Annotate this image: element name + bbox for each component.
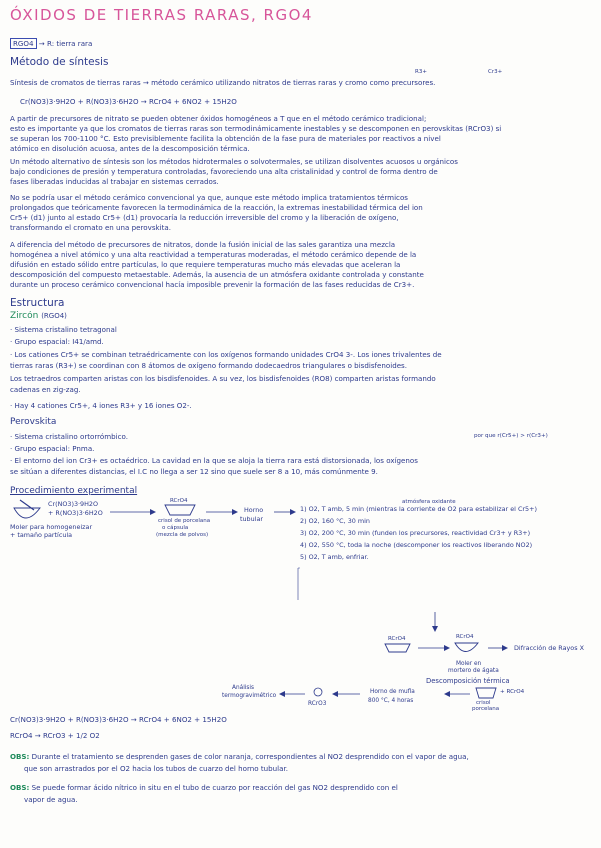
method-p4-l3: difusión en estado sólido entre partículas, lo que requiere temperaturas mucho más elevadas que aceleran la bbox=[10, 260, 401, 269]
method-line1: Síntesis de cromatos de tierras raras → método cerámico utilizando nitratos de tierras raras y cromo como precursores. bbox=[10, 78, 436, 87]
muffle-label2: 800 °C, 4 horas bbox=[368, 698, 414, 704]
step-3: 3) O2, 200 °C, 30 min (funden los precursores, reactividad Cr3+ y R3+) bbox=[300, 529, 531, 537]
obs2-text2: vapor de agua. bbox=[24, 795, 78, 804]
method-p1-l4: atómico en disolución acuosa, antes de la descomposición térmica. bbox=[10, 144, 250, 153]
perovskite-note: por que r(Cr5+) > r(Cr3+) bbox=[474, 433, 548, 439]
method-p4-l4: descomposición del compuesto metaestable. Además, la ausencia de un atmósfera oxidante controlada y constante bbox=[10, 270, 424, 279]
product-label: RCrO4 bbox=[388, 636, 406, 642]
arrow-2-head bbox=[232, 509, 238, 515]
method-p3-l1: No se podría usar el método cerámico convencional ya que, aunque este método implica tratamientos térmicos bbox=[10, 193, 408, 202]
vessel-icon bbox=[314, 688, 322, 696]
arrow-4-head bbox=[444, 645, 450, 651]
crucible-caption3: (mezcla de polvos) bbox=[156, 532, 209, 538]
crucible3-formula: + RCrO4 bbox=[500, 689, 525, 695]
zircon-b2: · Grupo espacial: I41/amd. bbox=[10, 337, 104, 346]
obs1-text2: que son arrastrados por el O2 hacia los tubos de cuarzo del horno tubular. bbox=[24, 764, 288, 773]
analysis-label1: Análisis bbox=[232, 685, 255, 691]
method-p4-l1: A diferencia del método de precursores de nitratos, donde la fusión inicial de las sales garantiza una mezcla bbox=[10, 240, 396, 249]
oven-label1: Horno bbox=[244, 506, 264, 514]
formula-box: RGO4 bbox=[10, 38, 37, 49]
method-p2-l2: bajo condiciones de presión y temperatura controladas, favoreciendo una alta cristalinidad y control de forma dentro de bbox=[10, 167, 438, 176]
mortar-line1: Cr(NO3)3·9H2O bbox=[48, 500, 99, 508]
obs2-label: OBS: bbox=[10, 783, 30, 792]
mortar-line2: + R(NO3)3·6H2O bbox=[48, 509, 103, 517]
crucible3-icon bbox=[476, 688, 496, 698]
perovskite-b1: · Sistema cristalino ortorrómbico. bbox=[10, 432, 129, 441]
method-p2-l1: Un método alternativo de síntesis son los métodos hidrotermales o solvotermales, se utilizan disolventes acuosos u orgánicos bbox=[10, 157, 458, 166]
crucible-caption1: crisol de porcelana bbox=[158, 518, 211, 524]
method-p2-l3: fases liberadas inducidas al trabajar en sistemas cerrados. bbox=[10, 177, 219, 186]
zircon-b7: · Hay 4 cationes Cr5+, 4 iones R3+ y 16 iones O2-. bbox=[10, 401, 192, 410]
zircon-b4: tierras raras (R3+) se coordinan con 8 átomos de oxígeno formando dodecaedros triangulares o bisdisfenoides. bbox=[10, 361, 408, 370]
mortar-caption2: + tamaño partícula bbox=[10, 531, 73, 539]
step-5: 5) O2, T amb, enfriar. bbox=[300, 553, 369, 561]
crucible-icon bbox=[165, 505, 195, 515]
mortar2-icon bbox=[455, 643, 478, 652]
method-p4-l2: homogénea a nivel atómico y una alta reactividad a temperaturas moderadas, el método cerámico depende de la bbox=[10, 250, 417, 259]
superscript-cr: Cr3+ bbox=[488, 69, 503, 75]
pestle-icon bbox=[20, 500, 34, 510]
arrow-1-head bbox=[150, 509, 156, 515]
mortar2-label1: Moler en bbox=[456, 661, 482, 667]
method-heading: Método de síntesis bbox=[10, 56, 109, 68]
perovskite-b4: se sitúan a diferentes distancias, el I.C no llega a ser 12 sino que suele ser 8 a 10, más comúnmente 9. bbox=[10, 467, 378, 476]
perovskite-heading: Perovskita bbox=[10, 417, 57, 427]
step-1: 1) O2, T amb, 5 min (mientras la corriente de O2 para estabilizar el Cr5+) bbox=[300, 505, 537, 513]
zircon-b3: · Los cationes Cr5+ se combinan tetraédricamente con los oxígenos formando unidades CrO4 3-. Los iones trivalentes de bbox=[10, 350, 442, 359]
diffraction-label: Difracción de Rayos X bbox=[514, 644, 584, 652]
arrow-8-head bbox=[279, 691, 285, 697]
obs1-line1 bbox=[10, 752, 595, 761]
method-eq1: Cr(NO3)3·9H2O + R(NO3)3·6H2O → RCrO4 + 6NO2 + 15H2O bbox=[20, 97, 237, 106]
muffle-label1: Horno de mufla bbox=[370, 689, 415, 695]
perovskite-b3: · El entorno del ion Cr3+ es octaédrico. La cavidad en la que se aloja la tierra rara está distorsionada, los oxígenos bbox=[10, 456, 418, 465]
obs2-line1 bbox=[10, 783, 595, 792]
obs1-text1: Durante el tratamiento se desprenden gases de color naranja, correspondientes al NO2 desprendido con el vapor de agua, bbox=[31, 752, 469, 761]
crucible3-label2: porcelana bbox=[472, 706, 500, 712]
mortar-caption1: Moler para homogeneizar bbox=[10, 523, 93, 531]
step-2: 2) O2, 160 °C, 30 min bbox=[300, 517, 370, 525]
zircon-b5: Los tetraedros comparten aristas con los bisdisfenoides. A su vez, los bisdisfenoides (RO8) comparten aristas formando bbox=[10, 374, 436, 383]
method-p3-l2: prolongados que teóricamente favorecen la termodinámica de la reacción, la extremas inestabilidad térmica del ion bbox=[10, 203, 423, 212]
method-p3-l4: transformando el cromato en una perovskita. bbox=[10, 223, 171, 232]
structure-heading: Estructura bbox=[10, 297, 65, 309]
method-p3-l3: Cr5+ (d1) junto al estado Cr5+ (d1) provocaría la reducción irreversible del cromo y la liberación de oxígeno, bbox=[10, 213, 399, 222]
method-p1-l2: esto es importante ya que los cromatos de tierras raras son termodinámicamente inestables y se descomponen en perovskitas (RCrO3) si bbox=[10, 124, 502, 133]
analysis-label2: termogravimétrico bbox=[222, 693, 277, 699]
mortar-icon bbox=[14, 508, 40, 518]
steps-bracket bbox=[298, 568, 300, 600]
zircon-formula: (RGO4) bbox=[41, 312, 67, 320]
arrow-down-head bbox=[432, 626, 438, 632]
arrow-3-head bbox=[290, 509, 296, 515]
product-crucible-icon bbox=[385, 644, 410, 652]
obs1-label: OBS: bbox=[10, 752, 30, 761]
procedure-heading: Procedimiento experimental bbox=[10, 486, 138, 496]
step-4: 4) O2, 550 °C, toda la noche (descomponer los reactivos liberando NO2) bbox=[300, 541, 533, 549]
steps-note: atmósfera oxidante bbox=[402, 499, 456, 505]
crucible2-label: RCrO4 bbox=[456, 634, 474, 640]
product2-label: RCrO3 bbox=[308, 701, 327, 707]
arrow-7-head bbox=[332, 691, 338, 697]
formula-note: → R: tierra rara bbox=[38, 39, 93, 48]
crucible3-label1: crisol bbox=[476, 700, 491, 706]
method-p1-l3: se superan los 700-1100 °C. Esto previsiblemente facilita la obtención de la fase pura de materiales por reactivos a nivel bbox=[10, 134, 441, 143]
zircon-heading: Zircón bbox=[10, 311, 39, 321]
zircon-b6: cadenas en zig-zag. bbox=[10, 385, 81, 394]
obs2-text1: Se puede formar ácido nítrico in situ en el tubo de cuarzo por reacción del gas NO2 desprendido con el bbox=[31, 783, 398, 792]
arrow-5-head bbox=[502, 645, 508, 651]
crucible-label: RCrO4 bbox=[170, 498, 188, 504]
method-p1-l1: A partir de precursores de nitrato se pueden obtener óxidos homogéneos a T que en el método cerámico tradicional; bbox=[10, 114, 427, 123]
zircon-b1: · Sistema cristalino tetragonal bbox=[10, 325, 117, 334]
method-p4-l5: durante un proceso cerámico convencional hacía imposible prevenir la formación de las fases reducidas de Cr3+. bbox=[10, 280, 415, 289]
arrow-6-head bbox=[444, 691, 450, 697]
equation-2: RCrO4 → RCrO3 + 1/2 O2 bbox=[10, 731, 100, 740]
page-title: ÓXIDOS DE TIERRAS RARAS, RGO4 bbox=[10, 6, 313, 24]
oven-label2: tubular bbox=[240, 515, 263, 523]
decomposition-heading: Descomposición térmica bbox=[426, 677, 510, 685]
crucible-caption2: o cápsula bbox=[162, 525, 189, 531]
mortar2-label2: mortero de ágata bbox=[448, 668, 499, 674]
superscript-r: R3+ bbox=[415, 69, 427, 75]
equation-1: Cr(NO3)3·9H2O + R(NO3)3·6H2O → RCrO4 + 6NO2 + 15H2O bbox=[10, 715, 227, 724]
perovskite-b2: · Grupo espacial: Pnma. bbox=[10, 444, 95, 453]
